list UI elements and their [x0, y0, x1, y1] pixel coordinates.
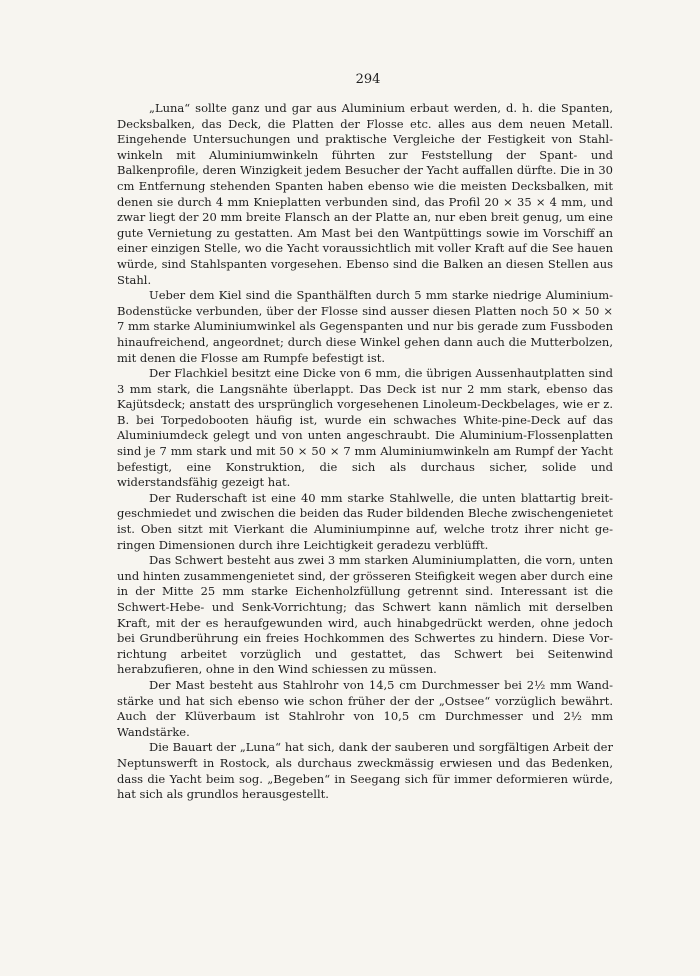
paragraph-5: Das Schwert besteht aus zwei 3 mm starken Aluminiumplatten, die vorn, unten und hinten zusammengenietet sind, der grösseren Steifigkeit wegen aber durch eine in der Mitte 25 mm starke Eichenholzfüllung getrennt sind. Interessant ist die Schwert-Hebe- und Senk-Vorrichtung; das Schwert kann nämlich mit derselben Kraft, mit der es heraufgewunden wird, auch hinabgedrückt werden, ohne jedoch bei Grundberührung ein freies Hochkommen des Schwertes zu hindern. Diese Vorrichtung arbeitet vorzüglich und gestattet, das Schwert bei Seitenwind herabzufieren, ohne in den Wind schiessen zu müssen. — [117, 553, 613, 677]
page-number: 294 — [355, 72, 381, 87]
paragraph-1: „Luna“ sollte ganz und gar aus Aluminium erbaut werden, d. h. die Spanten, Decksbalken, das Deck, die Platten der Flosse etc. alles aus dem neuen Metall. Eingehende Untersuchungen und praktische Vergleiche der Festigkeit von Stahlwinkeln mit Aluminiumwinkeln führten zur Feststellung der Spant- und Balkenprofile, deren Winzigkeit jedem Besucher der Yacht auffallen dürfte. Die in 30 cm Entfernung stehenden Spanten haben ebenso wie die meisten Decksbalken, mit denen sie durch 4 mm Knieplatten verbunden sind, das Profil 20 × 35 × 4 mm, und zwar liegt der 20 mm breite Flansch an der Platte an, nur eben breit genug, um eine gute Vernietung zu gestatten. Am Mast bei den Wantpüttings sowie im Vorschiff an einer einzigen Stelle, wo die Yacht voraussichtlich mit voller Kraft auf die See hauen würde, sind Stahlspanten vorgesehen. Ebenso sind die Balken an diesen Stellen aus Stahl. — [117, 101, 613, 287]
paragraph-3: Der Flachkiel besitzt eine Dicke von 6 mm, die übrigen Aussenhautplatten sind 3 mm stark, die Langsnähte überlappt. Das Deck ist nur 2 mm stark, ebenso das Kajütsdeck; anstatt des ursprünglich vorgesehenen Linoleum-Deckbelages, wie er z. B. bei Torpedobooten häufig ist, wurde ein schwaches White-pine-Deck auf das Aluminiumdeck gelegt und von unten angeschraubt. Die Aluminium-Flossenplatten sind je 7 mm stark und mit 50 × 50 × 7 mm Aluminiumwinkeln am Rumpf der Yacht befestigt, eine Konstruktion, die sich als durchaus sicher, solide und widerstandsfähig gezeigt hat. — [117, 366, 613, 490]
paragraph-6: Der Mast besteht aus Stahlrohr von 14,5 cm Durchmesser bei 2½ mm Wandstärke und hat sich ebenso wie schon früher der der „Ostsee“ vorzüglich bewährt. Auch der Klüverbaum ist Stahlrohr von 10,5 cm Durchmesser und 2½ mm Wandstärke. — [117, 677, 613, 739]
paragraph-2: Ueber dem Kiel sind die Spanthälften durch 5 mm starke niedrige Aluminium-Bodenstücke verbunden, über der Flosse sind ausser diesen Platten noch 50 × 50 × 7 mm starke Aluminiumwinkel als Gegenspanten und nur bis gerade zum Fussboden hinaufreichend, angeordnet; durch diese Winkel gehen dann auch die Mutterbolzen, mit denen die Flosse am Rumpfe befestigt ist. — [117, 288, 613, 365]
paragraph-4: Der Ruderschaft ist eine 40 mm starke Stahlwelle, die unten blattartig breitgeschmiedet und zwischen die beiden das Ruder bildenden Bleche zwischengenietet ist. Oben sitzt mit Vierkant die Aluminiumpinne auf, welche trotz ihrer nicht geringen Dimensionen durch ihre Leichtigkeit geradezu verblüfft. — [117, 490, 613, 552]
paragraph-7: Die Bauart der „Luna“ hat sich, dank der sauberen und sorgfältigen Arbeit der Neptunswerft in Rostock, als durchaus zweckmässig erwiesen und das Bedenken, dass die Yacht beim sog. „Begeben“ in Seegang sich für immer deformieren würde, hat sich als grundlos herausgestellt. — [117, 740, 613, 802]
